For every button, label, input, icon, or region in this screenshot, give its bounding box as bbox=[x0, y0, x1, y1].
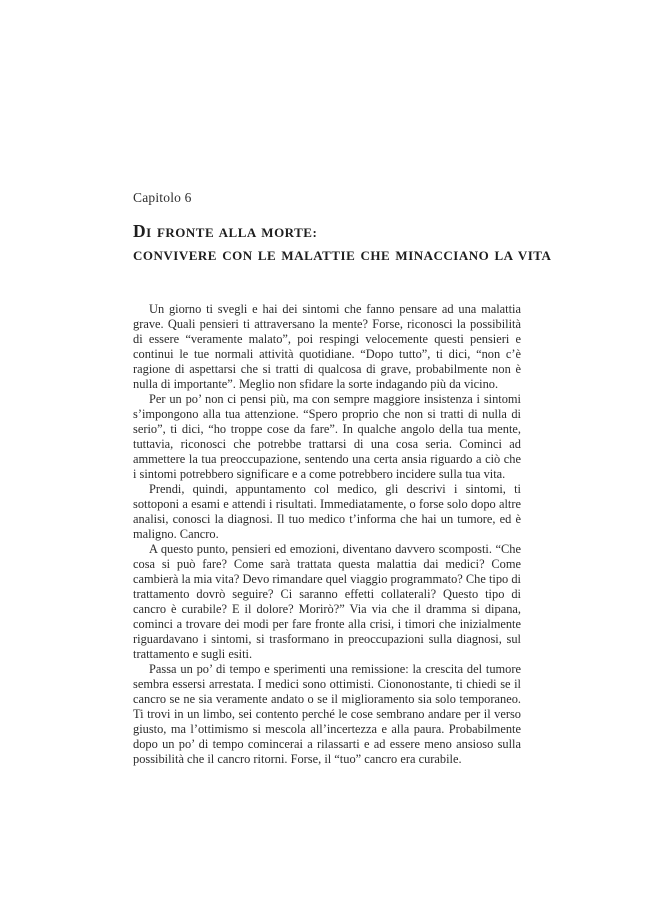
title-line1-text: I FRONTE ALLA MORTE: bbox=[146, 225, 318, 240]
paragraph: Per un po’ non ci pensi più, ma con sempre maggiore insistenza i sintomi s’impongono alla tua attenzione. “Spero proprio che non si tratti di nulla di serio”, ti dici, “ho troppe cose da fare”. In qualche angolo della tua mente, tuttavia, riconosci che potrebbe trattarsi di una cosa seria. Cominci ad ammettere la tua preoccupazione, sentendo una certa ansia riguardo a ciò che i sintomi potrebbero significare e a come potrebbero incidere sulla tua vita. bbox=[133, 392, 521, 481]
paragraph: Prendi, quindi, appuntamento col medico, gli descrivi i sintomi, ti sottoponi a esami e attendi i risultati. Immediatamente, o forse solo dopo altre analisi, conosci la diagnosi. Il tuo medico t’informa che hai un tumore, ed è maligno. Cancro. bbox=[133, 482, 521, 541]
paragraph: Passa un po’ di tempo e sperimenti una remissione: la crescita del tumore sembra essersi arrestata. I medici sono ottimisti. Ciononostante, ti chiedi se il cancro se ne sia veramente andato o se il miglioramento sia solo temporaneo. Ti trovi in un limbo, sei contento perché le cose sembrano andare per il verso giusto, ma l’ottimismo si mescola all’incertezza e alla paura. Probabilmente dopo un po’ di tempo comincerai a rilassarti e ad essere meno ansioso sulla possibilità che il cancro ritorni. Forse, il “tuo” cancro era curabile. bbox=[133, 662, 521, 766]
chapter-title bbox=[133, 220, 551, 267]
title-initial-capital: D bbox=[133, 221, 147, 241]
chapter-label: Capitolo 6 bbox=[133, 190, 192, 205]
paragraph: A questo punto, pensieri ed emozioni, diventano davvero scomposti. “Che cosa si può fare? Come sarà trattata questa malattia dai medici? Come cambierà la mia vita? Devo rimandare quel viaggio programmato? Che tipo di trattamento dovrò seguire? Ci saranno effetti collaterali? Questo tipo di cancro è curabile? E il dolore? Morirò?” Via via che il dramma si dipana, cominci a trovare dei modi per fare fronte alla crisi, i timori che inizialmente riguardavano i sintomi, si trasformano in preoccupazioni sulla diagnosi, sul trattamento e sugli esiti. bbox=[133, 542, 521, 661]
paragraph: Un giorno ti svegli e hai dei sintomi che fanno pensare ad una malattia grave. Quali pensieri ti attraversano la mente? Forse, riconosci la possibilità di essere “veramente malato”, poi respingi velocemente questi pensieri e continui le tue normali attività quotidiane. “Dopo tutto”, ti dici, “non c’è ragione di aspettarsi che si tratti di qualcosa di grave, probabilmente non è nulla di importante”. Meglio non sfidare la sorte indagando più da vicino. bbox=[133, 302, 521, 391]
chapter-title-line2: CONVIVERE CON LE MALATTIE CHE MINACCIANO LA VITA bbox=[133, 247, 552, 263]
chapter-body bbox=[133, 302, 521, 767]
chapter-title-line1 bbox=[133, 220, 551, 245]
